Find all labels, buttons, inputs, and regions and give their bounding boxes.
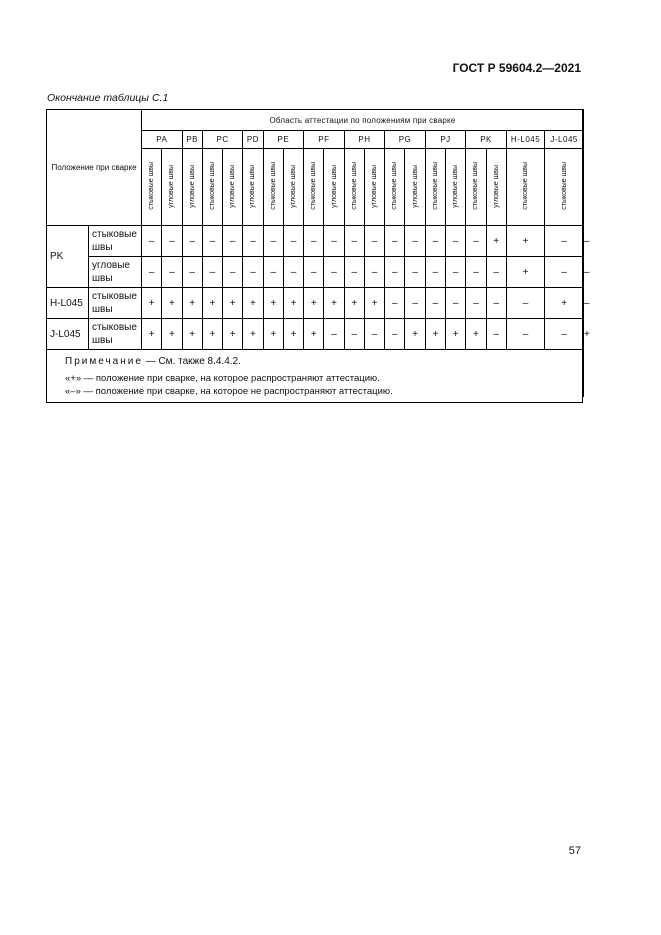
table-cell: – <box>425 257 445 288</box>
table-cell: – <box>162 226 182 257</box>
document-code: ГОСТ Р 59604.2—2021 <box>452 61 581 75</box>
seam-type-header <box>466 149 486 226</box>
seam-type-header <box>545 149 584 226</box>
group-header-pb: PB <box>182 131 202 149</box>
table-cell: – <box>202 257 222 288</box>
table-cell: – <box>506 288 545 319</box>
table-cell: + <box>263 288 283 319</box>
table-cell: – <box>142 226 162 257</box>
row-seam-type: стыковые швы <box>89 288 142 319</box>
table-cell: + <box>223 288 243 319</box>
seam-type-header <box>425 149 445 226</box>
table-caption: Окончание таблицы С.1 <box>47 92 169 104</box>
seam-type-label: угловые швы <box>492 164 500 208</box>
table-cell: + <box>202 319 222 350</box>
table-cell: – <box>324 257 344 288</box>
table-cell: – <box>182 226 202 257</box>
seam-type-header <box>344 149 364 226</box>
table-cell: + <box>243 319 263 350</box>
seam-type-label: стыковые швы <box>208 162 216 210</box>
table-cell: + <box>304 319 324 350</box>
table-cell: – <box>385 257 405 288</box>
seam-type-label: стыковые швы <box>350 162 358 210</box>
table-cell: – <box>385 319 405 350</box>
group-header-pj: PJ <box>425 131 466 149</box>
table-cell: – <box>425 288 445 319</box>
group-header-pa: PA <box>142 131 183 149</box>
row-position: J-L045 <box>47 319 89 350</box>
seam-type-header <box>446 149 466 226</box>
table-cell: + <box>202 288 222 319</box>
table-cell: + <box>182 288 202 319</box>
table-cell: – <box>506 319 545 350</box>
table-cell: – <box>385 226 405 257</box>
group-header-h-l045: H-L045 <box>506 131 545 149</box>
note-title <box>65 356 583 367</box>
table-cell: – <box>344 257 364 288</box>
table-cell: – <box>405 257 425 288</box>
seam-type-header <box>223 149 243 226</box>
seam-type-header <box>304 149 324 226</box>
table-cell: – <box>405 226 425 257</box>
table-cell: – <box>466 226 486 257</box>
group-header-ph: PH <box>344 131 385 149</box>
seam-type-header <box>202 149 222 226</box>
table-cell: + <box>304 288 324 319</box>
table-cell: + <box>243 288 263 319</box>
table-cell: – <box>425 226 445 257</box>
note-block <box>47 350 584 398</box>
table-cell: – <box>545 319 584 350</box>
seam-type-label: угловые швы <box>188 164 196 208</box>
table-cell: – <box>243 257 263 288</box>
row-seam-type: стыковые швы <box>89 319 142 350</box>
table-cell: – <box>324 226 344 257</box>
table-cell: + <box>425 319 445 350</box>
table-cell: – <box>344 319 364 350</box>
group-header-pg: PG <box>385 131 426 149</box>
seam-type-header <box>142 149 162 226</box>
table-row: угловые швы – – – – – – – – – – – – – – – – – – + – – <box>47 257 584 288</box>
table-cell: – <box>486 288 506 319</box>
seam-type-header <box>405 149 425 226</box>
table-cell: – <box>466 257 486 288</box>
table-row: J-L045 стыковые швы + + + + + + + + + – – – – + + + + – – – + <box>47 319 584 350</box>
seam-type-header <box>486 149 506 226</box>
table-cell: + <box>405 319 425 350</box>
seam-type-label: стыковые швы <box>310 162 318 210</box>
table-cell: + <box>223 319 243 350</box>
table-cell: – <box>364 257 384 288</box>
table-cell: + <box>446 319 466 350</box>
table-cell: – <box>405 288 425 319</box>
table-cell: – <box>304 257 324 288</box>
page-number: 57 <box>568 845 581 857</box>
table-cell: + <box>283 288 303 319</box>
seam-type-label: угловые швы <box>452 164 460 208</box>
seam-type-label: стыковые швы <box>148 162 156 210</box>
table-cell: + <box>162 319 182 350</box>
seam-type-header <box>506 149 545 226</box>
table-cell: + <box>466 319 486 350</box>
seam-type-label: стыковые швы <box>472 162 480 210</box>
group-header-pd: PD <box>243 131 263 149</box>
table-cell: + <box>344 288 364 319</box>
table-cell: – <box>202 226 222 257</box>
table-cell: + <box>162 288 182 319</box>
seam-type-header <box>263 149 283 226</box>
table-cell: – <box>283 257 303 288</box>
row-position: H-L045 <box>47 288 89 319</box>
seam-type-header <box>283 149 303 226</box>
table-cell: – <box>283 226 303 257</box>
table-cell: + <box>283 319 303 350</box>
table-cell: – <box>364 226 384 257</box>
table-cell: – <box>545 226 584 257</box>
table-cell: – <box>486 257 506 288</box>
table-cell: + <box>182 319 202 350</box>
table-cell: – <box>182 257 202 288</box>
seam-type-header <box>243 149 263 226</box>
seam-type-label: стыковые швы <box>391 162 399 210</box>
table-cell: – <box>162 257 182 288</box>
table-cell: – <box>304 226 324 257</box>
qualification-table <box>46 109 590 397</box>
table-cell: – <box>486 319 506 350</box>
table-cell: + <box>506 226 545 257</box>
seam-type-label: угловые швы <box>290 164 297 208</box>
seam-type-label: угловые швы <box>168 164 176 208</box>
table-cell: + <box>545 288 584 319</box>
seam-type-label: угловые швы <box>249 164 257 208</box>
table-cell: – <box>263 257 283 288</box>
table-cell: – <box>446 288 466 319</box>
seam-type-label: стыковые швы <box>431 162 439 210</box>
seam-type-label: стыковые швы <box>269 162 277 210</box>
table-cell: + <box>142 288 162 319</box>
table-cell: – <box>466 288 486 319</box>
group-header-pf: PF <box>304 131 345 149</box>
table-cell: – <box>263 226 283 257</box>
table-cell: – <box>446 257 466 288</box>
table-cell: + <box>263 319 283 350</box>
table-cell: + <box>364 288 384 319</box>
group-header-pc: PC <box>202 131 243 149</box>
note-title-reference: — См. также 8.4.4.2. <box>142 356 241 367</box>
table-cell: – <box>446 226 466 257</box>
table-row: PK стыковые швы – – – – – – – – – – – – – – – – – + + – – <box>47 226 584 257</box>
seam-type-header <box>182 149 202 226</box>
area-header: Область аттестации по положениям при сварке <box>142 110 584 131</box>
table-cell: – <box>223 257 243 288</box>
table-cell: – <box>364 319 384 350</box>
row-position: PK <box>47 226 89 288</box>
seam-type-label: стыковые швы <box>560 162 568 210</box>
group-header-pe: PE <box>263 131 304 149</box>
seam-type-label: угловые швы <box>411 164 419 208</box>
table-row: H-L045 стыковые швы + + + + + + + + + + + + – – – – – – – + – <box>47 288 584 319</box>
table-cell: – <box>223 226 243 257</box>
seam-type-label: стыковые швы <box>522 162 530 210</box>
seam-type-header <box>162 149 182 226</box>
table-cell: + <box>506 257 545 288</box>
seam-type-header <box>385 149 405 226</box>
table-cell: + <box>142 319 162 350</box>
seam-type-label: угловые швы <box>371 164 379 208</box>
note-line: «–» — положение при сварке, на которое не распространяют аттестацию. <box>65 386 393 397</box>
table-cell: – <box>385 288 405 319</box>
table-cell: – <box>142 257 162 288</box>
table-cell: + <box>324 288 344 319</box>
row-seam-type: угловые швы <box>89 257 142 288</box>
group-header-pk: PK <box>466 131 507 149</box>
seam-type-label: угловые швы <box>330 164 338 208</box>
seam-type-header <box>324 149 344 226</box>
table-cell: + <box>486 226 506 257</box>
position-header: Положение при сварке <box>47 110 142 226</box>
table-cell: – <box>545 257 584 288</box>
group-header-j-l045: J-L045 <box>545 131 584 149</box>
note-line: «+» — положение при сварке, на которое распространяют аттестацию. <box>65 373 380 384</box>
table-cell: – <box>243 226 263 257</box>
table-cell: – <box>324 319 344 350</box>
seam-type-label: угловые швы <box>229 164 237 208</box>
table-cell: – <box>344 226 364 257</box>
seam-type-header <box>364 149 384 226</box>
note-title-word: Примечание <box>65 356 143 367</box>
row-seam-type: стыковые швы <box>89 226 142 257</box>
